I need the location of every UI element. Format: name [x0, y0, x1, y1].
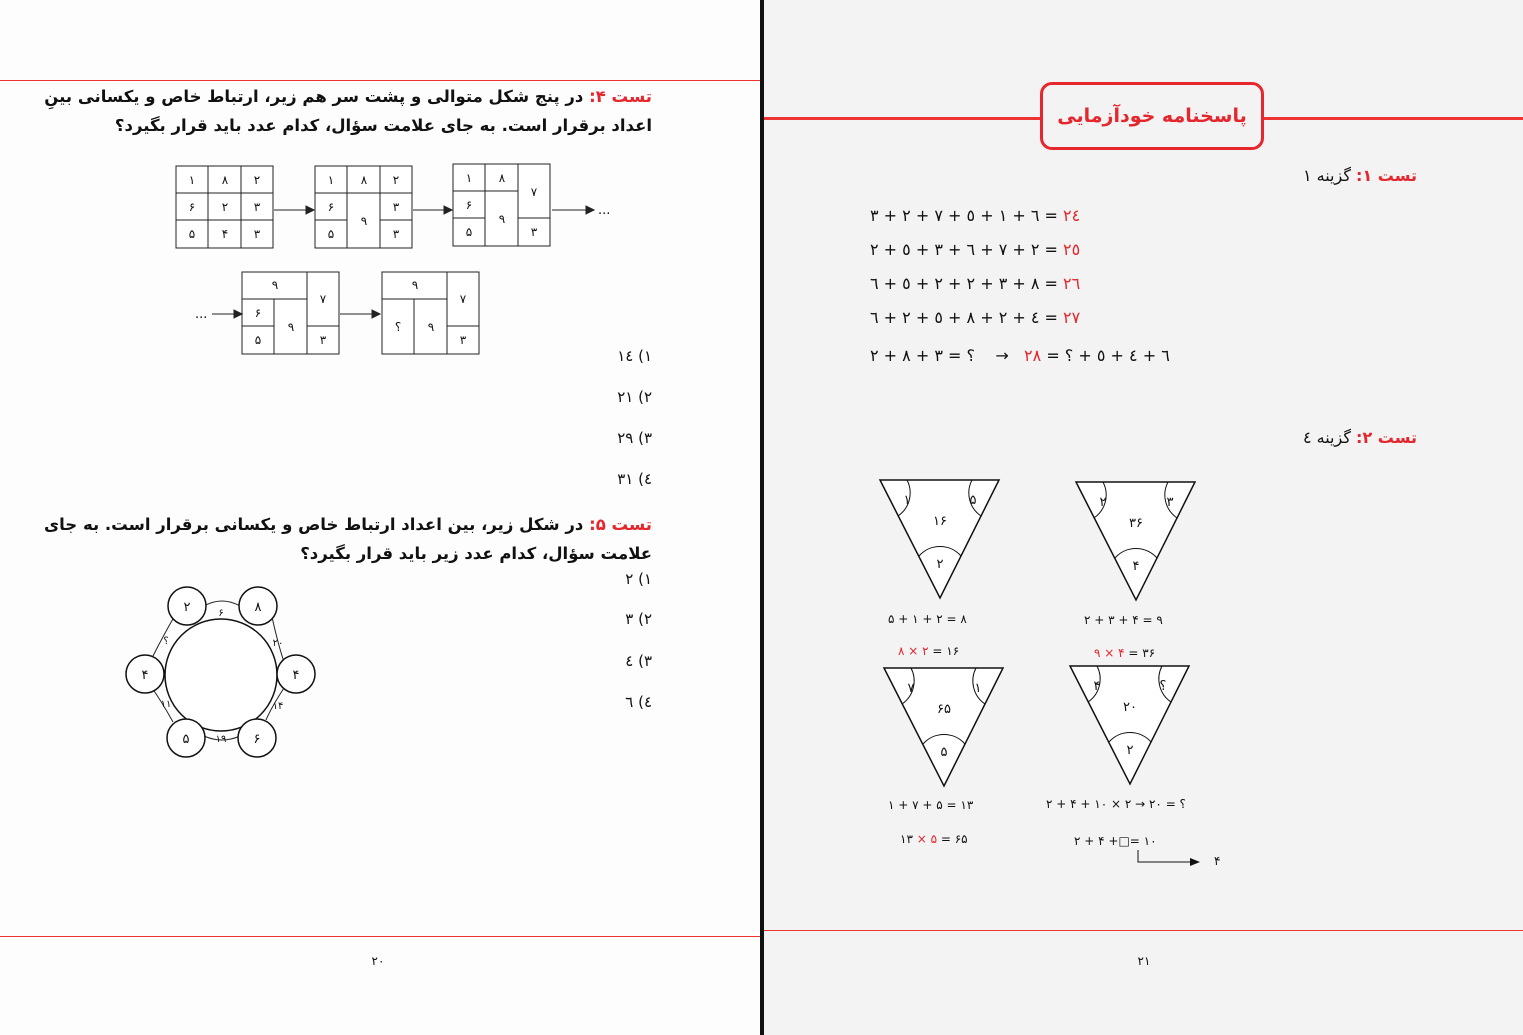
center-circle	[165, 619, 277, 731]
q5-option-3[interactable]: ۳) ٤	[625, 652, 652, 670]
circle-val-3: ۴	[292, 668, 300, 683]
circle-val-4: ۶	[253, 732, 261, 747]
between-val-question: ؟	[163, 636, 169, 647]
t1-bottom: ۲	[936, 557, 944, 572]
question-5-line2: علامت سؤال، کدام عدد زیر باید قرار بگیرد؟	[300, 544, 652, 563]
ellipsis-right: ...	[598, 203, 611, 218]
g1-c4: ۶	[188, 200, 196, 214]
eq4-rhs: ۲۷	[1063, 308, 1081, 327]
t3-prod-pre: ۱۳	[900, 832, 917, 846]
g3-c5: ۹	[498, 212, 506, 226]
g5-c5: ۳	[459, 333, 467, 347]
g1-c3: ۲	[253, 173, 261, 187]
t1-right: ۵	[969, 493, 977, 508]
between-val-3: ۱۴	[272, 701, 284, 712]
between-val-4: ۱۹	[215, 734, 227, 745]
g3-c7: ۳	[530, 225, 538, 239]
answer-1-text: گزینه ۱	[1302, 166, 1351, 185]
page-number-right: ۲۱	[1137, 954, 1151, 968]
question-4-line2: اعداد برقرار است. به جای علامت سؤال، کدام عدد باید قرار بگیرد؟	[114, 116, 652, 135]
eq2-rhs: ۲٥	[1063, 240, 1081, 259]
answer-key-banner: پاسخنامه خودآزمایی	[1040, 82, 1264, 150]
triangles-figure	[860, 470, 1220, 790]
g1-c7: ۵	[188, 227, 196, 241]
t2-right: ۳	[1166, 495, 1174, 510]
eq5-rhs: ۲۸	[1024, 346, 1042, 365]
answer-2	[1303, 428, 1417, 447]
g4-c2: ۷	[319, 292, 327, 306]
g1-c9: ۳	[253, 227, 261, 241]
circle-val-2: ۸	[254, 600, 262, 615]
triangle-2	[1076, 482, 1195, 600]
t2-sum: ۲ + ۳ + ۴ = ۹	[1084, 613, 1163, 627]
g2-c6: ۳	[392, 200, 400, 214]
left-page	[0, 0, 760, 1035]
g3-c2: ۸	[498, 171, 506, 185]
eq4-lhs: ٦ + ۲ + ٥ + ۸ + ۲ + ٤ =	[870, 308, 1058, 327]
eq1-rhs: ۲٤	[1063, 206, 1081, 225]
t3-bottom: ۵	[940, 745, 948, 760]
q4-option-4[interactable]: ٤) ۳۱	[617, 470, 652, 488]
triangle-3	[884, 668, 1003, 786]
question-4-label: تست ۴:	[589, 87, 652, 106]
eq3-lhs: ٥ + ٦ + ۲ + ۲ + ۳ + ۸ =	[870, 274, 1058, 293]
t4-left: ۴	[1093, 679, 1101, 694]
t3-center: ۶۵	[937, 702, 951, 717]
g1-c1: ۱	[188, 173, 196, 187]
t3-left: ۷	[907, 681, 915, 696]
t2-left: ۲	[1099, 495, 1107, 510]
eq2-lhs: ۲ + ٥ + ۳ + ٦ + ۷ + ۲ =	[870, 240, 1058, 259]
q4-option-3[interactable]: ۳) ۲۹	[617, 429, 652, 447]
t1-prod-b: = ۱۶	[928, 644, 960, 658]
circle-val-6: ۴	[141, 668, 149, 683]
g1-c5: ۲	[221, 200, 229, 214]
answer-1-label: تست ۱:	[1356, 166, 1417, 185]
q5-option-1[interactable]: ۱) ۲	[625, 570, 652, 588]
eq5-lhs: ۲ + ۸ + ٦ + ٤ + ٥ + ؟ =	[870, 346, 1170, 365]
t4-center: ۲۰	[1123, 700, 1137, 715]
answer-2-text: گزینه ٤	[1302, 428, 1351, 447]
t3-sum: ۱ + ۷ + ۵ = ۱۳	[888, 798, 974, 812]
g2-c8: ۳	[392, 227, 400, 241]
t1-center: ۱۶	[933, 514, 947, 529]
eq5-tail: → ؟ = ۳	[934, 346, 1009, 365]
triangle-4	[1070, 666, 1189, 784]
t2-prod-a: ۹ × ۴	[1094, 646, 1125, 660]
g3-c1: ۱	[465, 171, 473, 185]
g1-c2: ۸	[221, 173, 229, 187]
t4-bottom: ۲	[1126, 743, 1134, 758]
question-5-label: تست ۵:	[589, 515, 652, 534]
grid-sequence-figure	[0, 0, 760, 380]
t1-sum: ۵ + ۱ + ۲ = ۸	[888, 612, 967, 626]
g2-c4: ۶	[327, 200, 335, 214]
g3-c4: ۶	[465, 198, 473, 212]
equation-4	[870, 308, 1080, 327]
g4-c4: ۹	[287, 320, 295, 334]
t2-prod-b: = ۳۶	[1124, 646, 1156, 660]
bottom-rule	[0, 936, 760, 937]
t3-product	[900, 832, 968, 846]
g4-c1: ۹	[271, 278, 279, 292]
q4-option-1[interactable]: ۱) ۱٤	[617, 347, 652, 365]
g5-c1: ۹	[411, 278, 419, 292]
g5-c4: ۹	[427, 320, 435, 334]
g5-question: ؟	[394, 320, 402, 334]
eq1-lhs: ۳ + ۲ + ۷ + ٥ + ۱ + ٦ =	[870, 206, 1058, 225]
equation-3	[870, 274, 1080, 293]
q4-option-2[interactable]: ۲) ۲۱	[617, 388, 652, 406]
ellipsis-left: ...	[195, 307, 208, 322]
t4-question: ؟	[1159, 679, 1167, 694]
g4-c6: ۳	[319, 333, 327, 347]
g5-c2: ۷	[459, 292, 467, 306]
t3-right: ۱	[974, 681, 982, 696]
g1-c6: ۳	[253, 200, 261, 214]
g4-c3: ۶	[254, 306, 262, 320]
g3-c3: ۷	[530, 185, 538, 199]
answer-1	[1303, 166, 1417, 185]
equation-5	[870, 346, 1170, 365]
t4-result-arrow	[1130, 848, 1210, 872]
q5-option-2[interactable]: ۲) ۳	[625, 610, 652, 628]
g4-c5: ۵	[254, 333, 262, 347]
triangle-1	[880, 480, 999, 598]
t3-prod-a: × ۵	[916, 832, 938, 846]
question-5-line1: در شکل زیر، بین اعداد ارتباط خاص و یکسانی برقرار است. به جای	[43, 515, 584, 534]
t4-result: ۴	[1214, 854, 1221, 868]
eq3-rhs: ۲٦	[1063, 274, 1081, 293]
circle-val-1: ۲	[183, 600, 191, 615]
circle-val-5: ۵	[182, 732, 190, 747]
g2-c3: ۲	[392, 173, 400, 187]
circle-puzzle-figure	[100, 570, 340, 770]
t2-center: ۳۶	[1129, 516, 1143, 531]
t4-sum: ۲ + ۴ + ؟ = ۲۰ → ۲ × ۱۰	[1046, 797, 1186, 811]
t1-left: ۱	[903, 493, 911, 508]
answer-2-label: تست ۲:	[1356, 428, 1417, 447]
t2-product	[1094, 646, 1155, 660]
q5-option-4[interactable]: ٤) ٦	[625, 693, 652, 711]
t1-product	[898, 644, 959, 658]
g2-c5: ۹	[360, 214, 368, 228]
between-val-2: ۲۰	[272, 638, 284, 649]
g3-c6: ۵	[465, 225, 473, 239]
question-4-line1: در پنج شکل متوالی و پشت سر هم زیر، ارتباط خاص و یکسانی بینِ	[44, 87, 584, 106]
g2-c7: ۵	[327, 227, 335, 241]
g1-c8: ۴	[221, 227, 229, 241]
g2-c2: ۸	[360, 173, 368, 187]
question-5	[32, 510, 652, 568]
between-val-5: ۱۱	[160, 699, 172, 710]
t1-prod-a: ۸ × ۲	[898, 644, 929, 658]
g2-c1: ۱	[327, 173, 335, 187]
t3-prod-b: = ۶۵	[937, 832, 968, 846]
equation-1	[870, 206, 1080, 225]
page-number-left: ۲۰	[371, 954, 385, 968]
bottom-rule-right	[764, 930, 1523, 931]
equation-2	[870, 240, 1080, 259]
t2-bottom: ۴	[1132, 559, 1140, 574]
t4-line2: ۲ + ۴ +□= ۱۰	[1074, 834, 1157, 848]
between-val-1: ۶	[218, 608, 224, 619]
